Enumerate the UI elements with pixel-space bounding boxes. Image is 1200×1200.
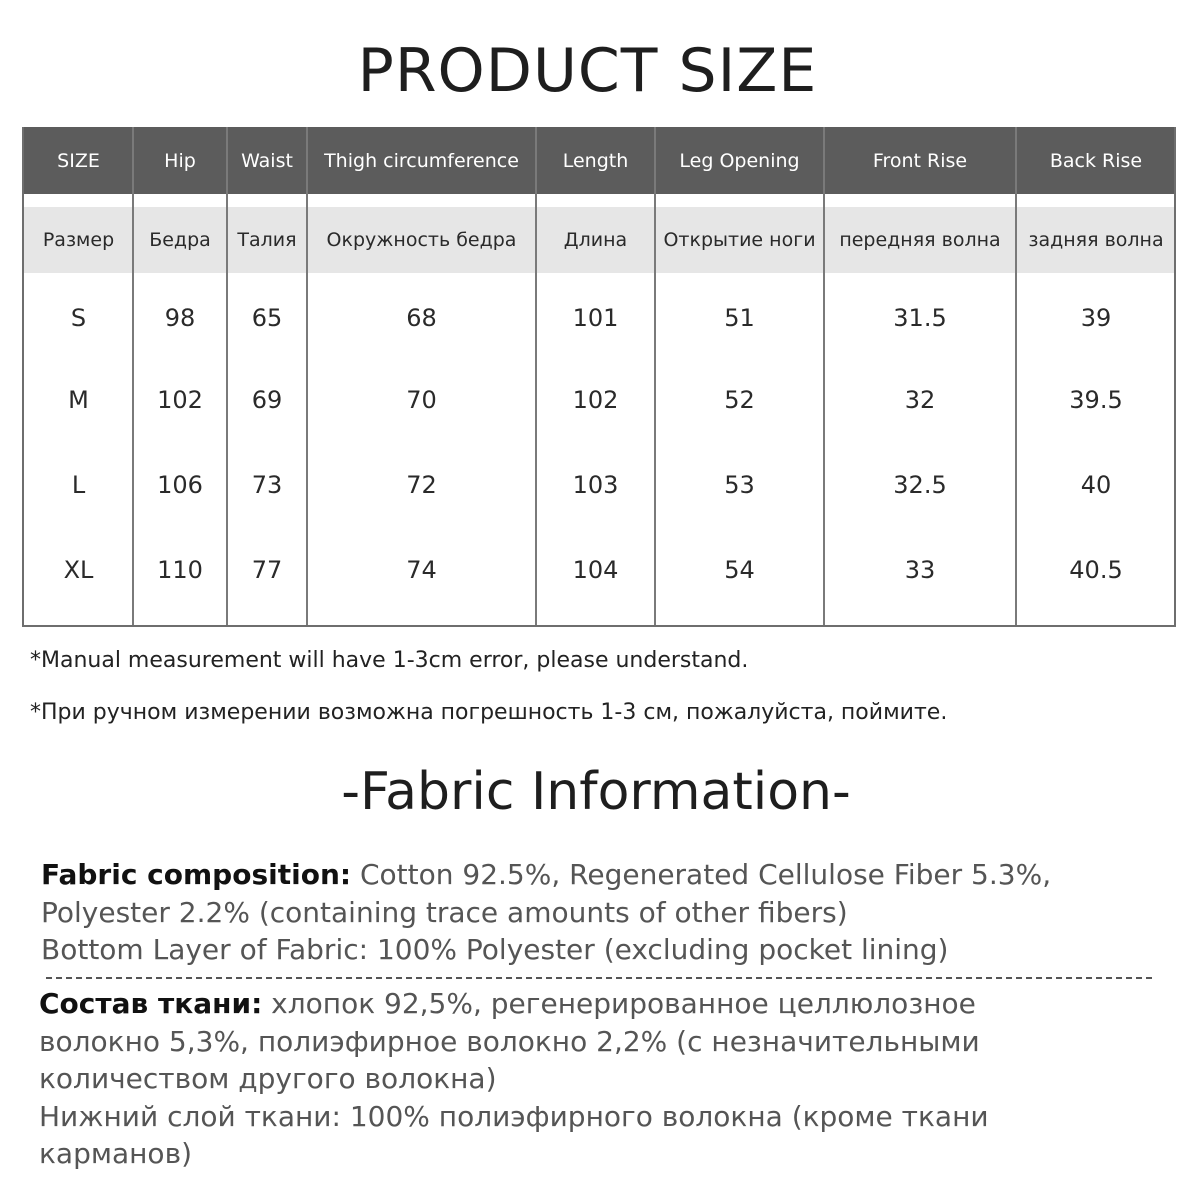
table-cell: 73 (251, 471, 283, 499)
table-cell: 102 (572, 386, 619, 414)
size-label-cell: XL (63, 556, 94, 584)
fabric-title: -Fabric Information- (341, 762, 851, 822)
header-cell-ru: Талия (237, 229, 297, 251)
header-cell-ru: Длина (563, 229, 628, 251)
table-cell: 32.5 (893, 471, 947, 499)
fabric-composition-text-ru-2: волокно 5,3%, полиэфирное волокно 2,2% (с незначительными (39, 1024, 980, 1058)
measurement-note-en: *Manual measurement will have 1-3cm error, please understand. (30, 648, 749, 673)
header-cell: Front Rise (872, 149, 968, 172)
size-label-cell: S (70, 304, 87, 332)
table-cell: 77 (251, 556, 283, 584)
table-cell: 70 (406, 386, 437, 414)
table-cell: 103 (572, 471, 619, 499)
fabric-composition-text-ru-3: количеством другого волокна) (39, 1062, 497, 1095)
fabric-bottom-layer-ru-2: карманов) (39, 1137, 192, 1170)
header-cell-ru: Размер (42, 229, 115, 251)
table-cell: 32 (904, 386, 936, 414)
table-cell: 68 (406, 304, 437, 332)
table-cell: 74 (406, 556, 437, 584)
size-table (22, 127, 1176, 627)
header-cell-ru: Окружность бедра (326, 229, 517, 251)
header-cell: Hip (164, 149, 196, 172)
measurement-note-ru: *При ручном измерении возможна погрешность 1-3 см, пожалуйста, поймите. (30, 700, 948, 725)
table-cell: 40.5 (1069, 556, 1123, 584)
table-cell: 110 (157, 556, 203, 584)
table-cell: 53 (724, 471, 755, 499)
table-cell: 39 (1080, 304, 1112, 332)
fabric-composition-label-en: Fabric composition: (41, 858, 352, 891)
table-cell: 69 (251, 386, 283, 414)
table-cell: 40 (1080, 471, 1112, 499)
header-cell: Thigh circumference (324, 149, 519, 172)
fabric-composition-text-en-1: Cotton 92.5%, Regenerated Cellulose Fiber 5.3%, (351, 858, 1052, 891)
header-cell-ru: Бедра (149, 229, 211, 251)
header-cell-ru: Открытие ноги (663, 229, 816, 251)
header-cell-ru: задняя волна (1028, 229, 1164, 251)
fabric-composition-text-ru-1: хлопок 92,5%, регенерированное целлюлозное (262, 987, 976, 1020)
table-cell: 101 (572, 304, 619, 332)
table-cell: 39.5 (1069, 386, 1123, 414)
table-cell: 52 (724, 386, 755, 414)
table-cell: 98 (164, 304, 196, 332)
table-cell: 72 (406, 471, 437, 499)
header-cell: Back Rise (1049, 149, 1143, 172)
table-cell: 33 (904, 556, 936, 584)
fabric-composition-text-en-2: Polyester 2.2% (containing trace amounts of other fibers) (41, 895, 848, 929)
header-cell: SIZE (57, 149, 100, 172)
fabric-composition-en (41, 856, 1161, 969)
table-cell: 106 (157, 471, 203, 499)
table-cell: 65 (251, 304, 283, 332)
section-divider (46, 977, 1152, 979)
header-cell: Leg Opening (679, 149, 800, 172)
fabric-composition-label-ru: Состав ткани: (39, 987, 263, 1020)
page-title: PRODUCT SIZE (357, 36, 818, 106)
table-cell: 31.5 (893, 304, 947, 332)
table-cell: 54 (724, 556, 755, 584)
table-cell: 102 (157, 386, 203, 414)
header-cell-ru: передняя волна (839, 229, 1001, 251)
size-label-cell: M (68, 386, 89, 414)
table-cell: 104 (572, 556, 619, 584)
size-label-cell: L (71, 471, 86, 499)
fabric-composition-ru (39, 985, 1159, 1173)
header-cell: Length (562, 149, 629, 172)
fabric-bottom-layer-ru-1: Нижний слой ткани: 100% полиэфирного волокна (кроме ткани (39, 1099, 989, 1133)
fabric-bottom-layer-en: Bottom Layer of Fabric: 100% Polyester (excluding pocket lining) (41, 933, 949, 966)
table-cell: 51 (724, 304, 755, 332)
header-cell: Waist (241, 149, 293, 172)
